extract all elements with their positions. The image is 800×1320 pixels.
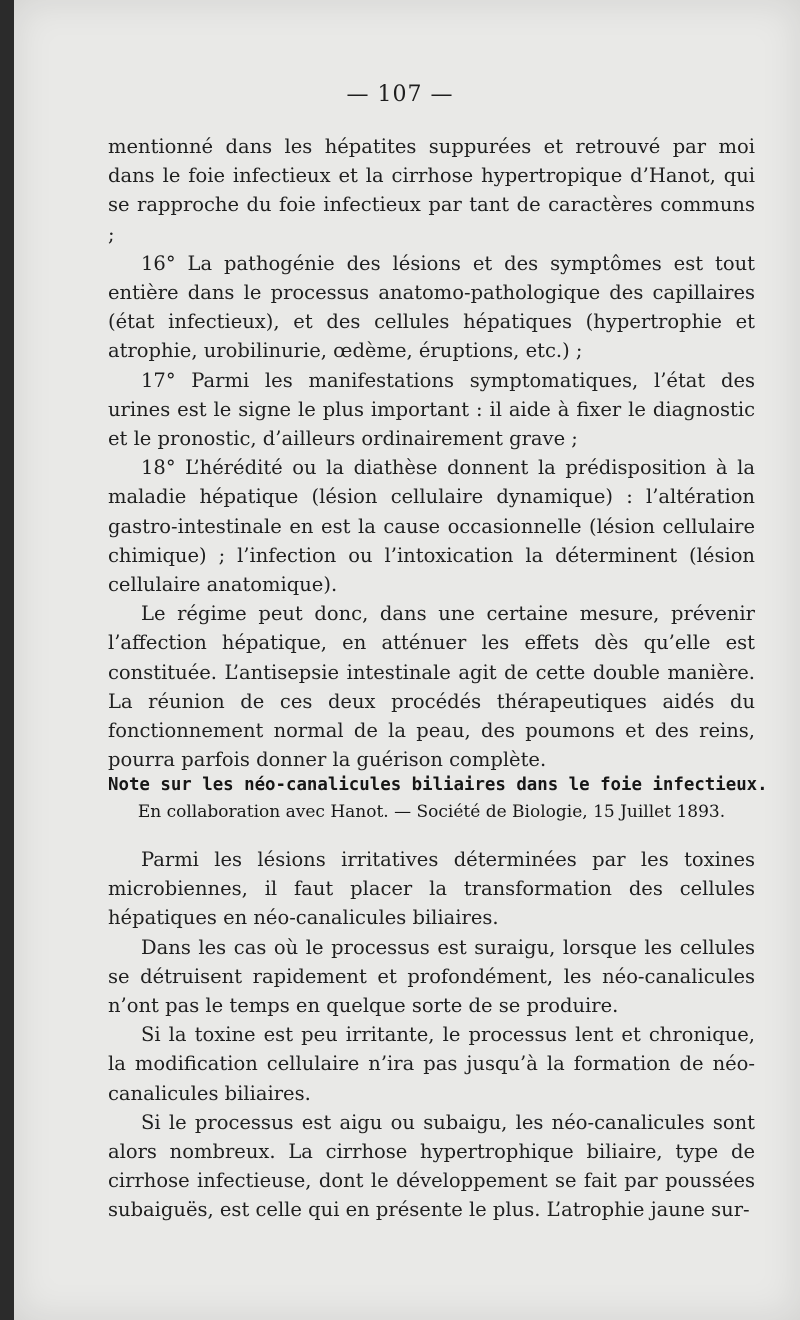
paragraph: Si la toxine est peu irritante, le processus lent et chronique, la modification cellulaire n’ira pas jusqu’à la formation de néo-canalicules biliaires. — [108, 1023, 755, 1105]
note-subtitle: En collaboration avec Hanot. — Société de Biologie, 15 Juillet 1893. — [137, 802, 726, 822]
page-number: — 107 — — [346, 82, 454, 107]
note-body — [108, 845, 755, 1225]
paragraph: 18° L’hérédité ou la diathèse donnent la prédisposition à la maladie hépatique (lésion cellulaire dynamique) : l’altération gastro-intestinale en est la cause occasionnelle (lésion cellulaire chimique) ; l’infection ou l’intoxication la déterminent (lésion cellulaire anatomique). — [108, 456, 755, 597]
paragraph: Le régime peut donc, dans une certaine mesure, prévenir l’affection hépatique, en atténuer les effets dès qu’elle est constituée. L’antisepsie intestinale agit de cette double manière. La réunion de ces deux procédés thérapeutiques aidés du fonctionnement normal de la peau, des poumons et des reins, pourra parfois donner la guérison complète. — [108, 602, 755, 772]
note-title: Note sur les néo-canalicules biliaires dans le foie infectieux. — [108, 775, 768, 795]
paragraph: Dans les cas où le processus est suraigu, lorsque les cellules se détruisent rapidement et profondément, les néo-canalicules n’ont pas le temps en quelque sorte de se produire. — [108, 935, 755, 1018]
paragraph: Parmi les lésions irritatives déterminées par les toxines microbiennes, il faut placer la transformation des cellules hépatiques en néo-canalicules biliaires. — [108, 848, 755, 930]
paragraph: mentionné dans les hépatites suppurées et retrouvé par moi dans le foie infectieux et la cirrhose hypertropique d’Hanot, qui se rapproche du foie infectieux par tant de caractères communs ; — [108, 135, 755, 246]
paragraph: Si le processus est aigu ou subaigu, les néo-canalicules sont alors nombreux. La cirrhose hypertrophique biliaire, type de cirrhose infectieuse, dont le développement se fait par poussées subaiguës, est celle qui en présente le plus. L’atrophie jaune sur- — [108, 1110, 755, 1222]
conclusions-section — [108, 132, 755, 774]
paragraph: 17° Parmi les manifestations symptomatiques, l’état des urines est le signe le plus important : il aide à fixer le diagnostic et le pronostic, d’ailleurs ordinairement grave ; — [108, 368, 755, 451]
paragraph: 16° La pathogénie des lésions et des symptômes est tout entière dans le processus anatomo-pathologique des capillaires (état infectieux), et des cellules hépatiques (hypertrophie et atrophie, urobilinurie, œdème, éruptions, etc.) ; — [108, 251, 755, 363]
note-heading — [108, 772, 768, 825]
